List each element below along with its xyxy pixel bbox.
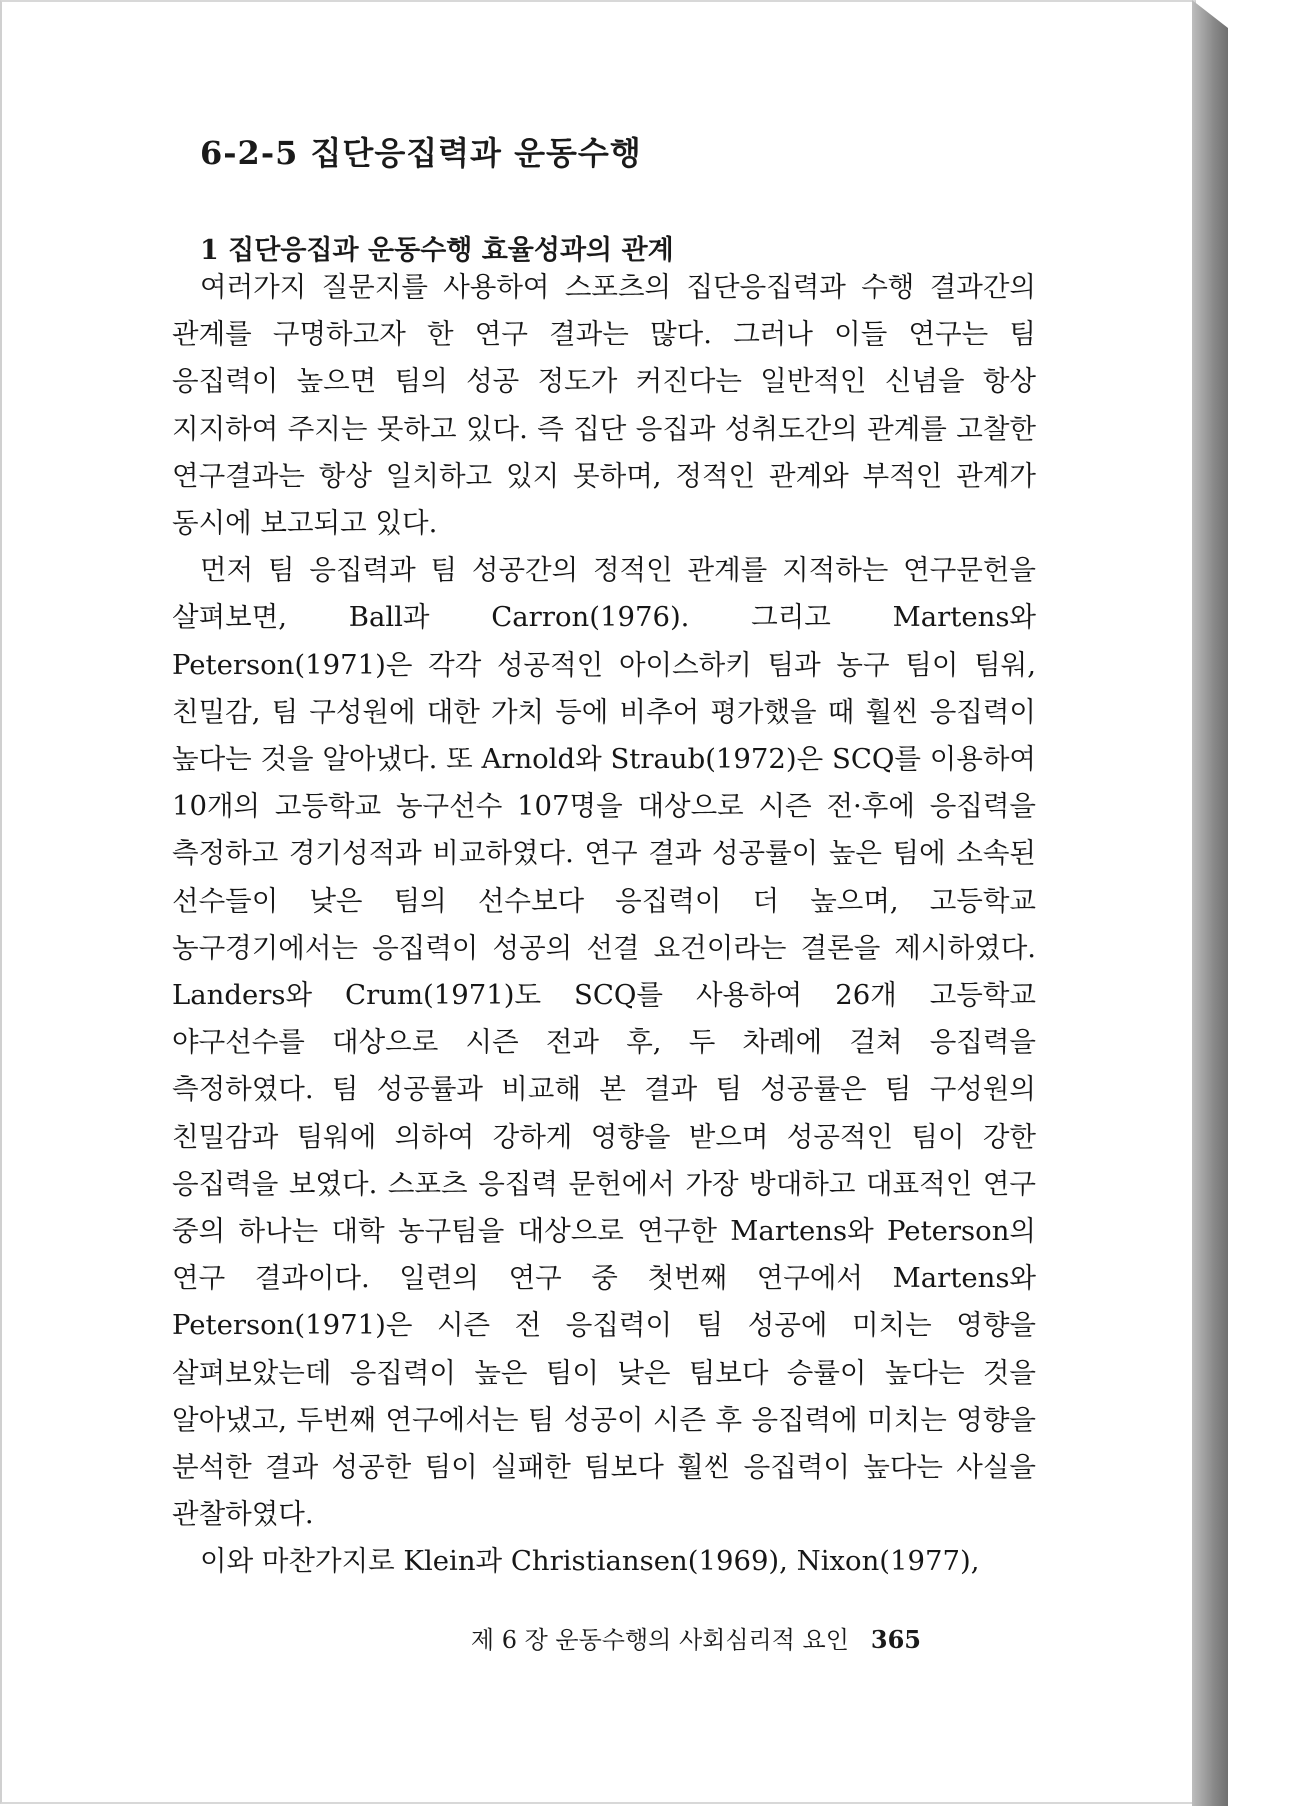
- page-edge-shadow: [1192, 0, 1228, 1806]
- section-title: 6-2-5 집단응집력과 운동수행: [200, 134, 642, 172]
- page-footer: [471, 1620, 921, 1655]
- paragraph-3: 이와 마찬가지로 Klein과 Christiansen(1969), Nixon(1977),: [200, 1545, 980, 1578]
- paragraph-1: 여러가지 질문지를 사용하여 스포츠의 집단응집력과 수행 결과간의 관계를 구명하고자 한 연구 결과는 많다. 그러나 이들 연구는 팀 응집력이 높으면 팀의 성공 정도가 커진다는 일반적인 신념을 항상 지지하여 주지는 못하고 있다. 즉 집단 응집과 성취도간의 관계를 고찰한 연구결과는 항상 일치하고 있지 못하며, 정적인 관계와 부적인 관계가 동시에 보고되고 있다.: [172, 271, 1036, 540]
- page-number: 365: [870, 1625, 921, 1654]
- chapter-title: 제 6 장 운동수행의 사회심리적 요인: [470, 1626, 849, 1654]
- body-text: [172, 264, 1036, 1586]
- sub-heading: 1 집단응집과 운동수행 효율성과의 관계: [200, 235, 674, 266]
- paragraph-2: 먼저 팀 응집력과 팀 성공간의 정적인 관계를 지적하는 연구문헌을 살펴보면, Ball과 Carron(1976). 그리고 Martens와 Peterson(1971)은 각각 성공적인 아이스하키 팀과 농구 팀이 팀워, 친밀감, 팀 구성원에 대한 가치 등에 비추어 평가했을 때 훨씬 응집력이 높다는 것을 알아냈다. 또 Arnold와 Straub(1972)은 SCQ를 이용하여 10개의 고등학교 농구선수 107명을 대상으로 시즌 전·후에 응집력을 측정하고 경기성적과 비교하였다. 연구 결과 성공률이 높은 팀에 소속된 선수들이 낮은 팀의 선수보다 응집력이 더 높으며, 고등학교 농구경기에서는 응집력이 성공의 선결 요건이라는 결론을 제시하였다. Landers와 Crum(1971)도 SCQ를 사용하여 26개 고등학교 야구선수를 대상으로 시즌 전과 후, 두 차례에 걸쳐 응집력을 측정하였다. 팀 성공률과 비교해 본 결과 팀 성공률은 팀 구성원의 친밀감과 팀워에 의하여 강하게 영향을 받으며 성공적인 팀이 강한 응집력을 보였다. 스포츠 응집력 문헌에서 가장 방대하고 대표적인 연구 중의 하나는 대학 농구팀을 대상으로 연구한 Martens와 Peterson의 연구 결과이다. 일련의 연구 중 첫번째 연구에서 Martens와 Peterson(1971)은 시즌 전 응집력이 팀 성공에 미치는 영향을 살펴보았는데 응집력이 높은 팀이 낮은 팀보다 승률이 높다는 것을 알아냈고, 두번째 연구에서는 팀 성공이 시즌 후 응집력에 미치는 영향을 분석한 결과 성공한 팀이 실패한 팀보다 훨씬 응집력이 높다는 사실을 관찰하였다.: [172, 554, 1036, 1531]
